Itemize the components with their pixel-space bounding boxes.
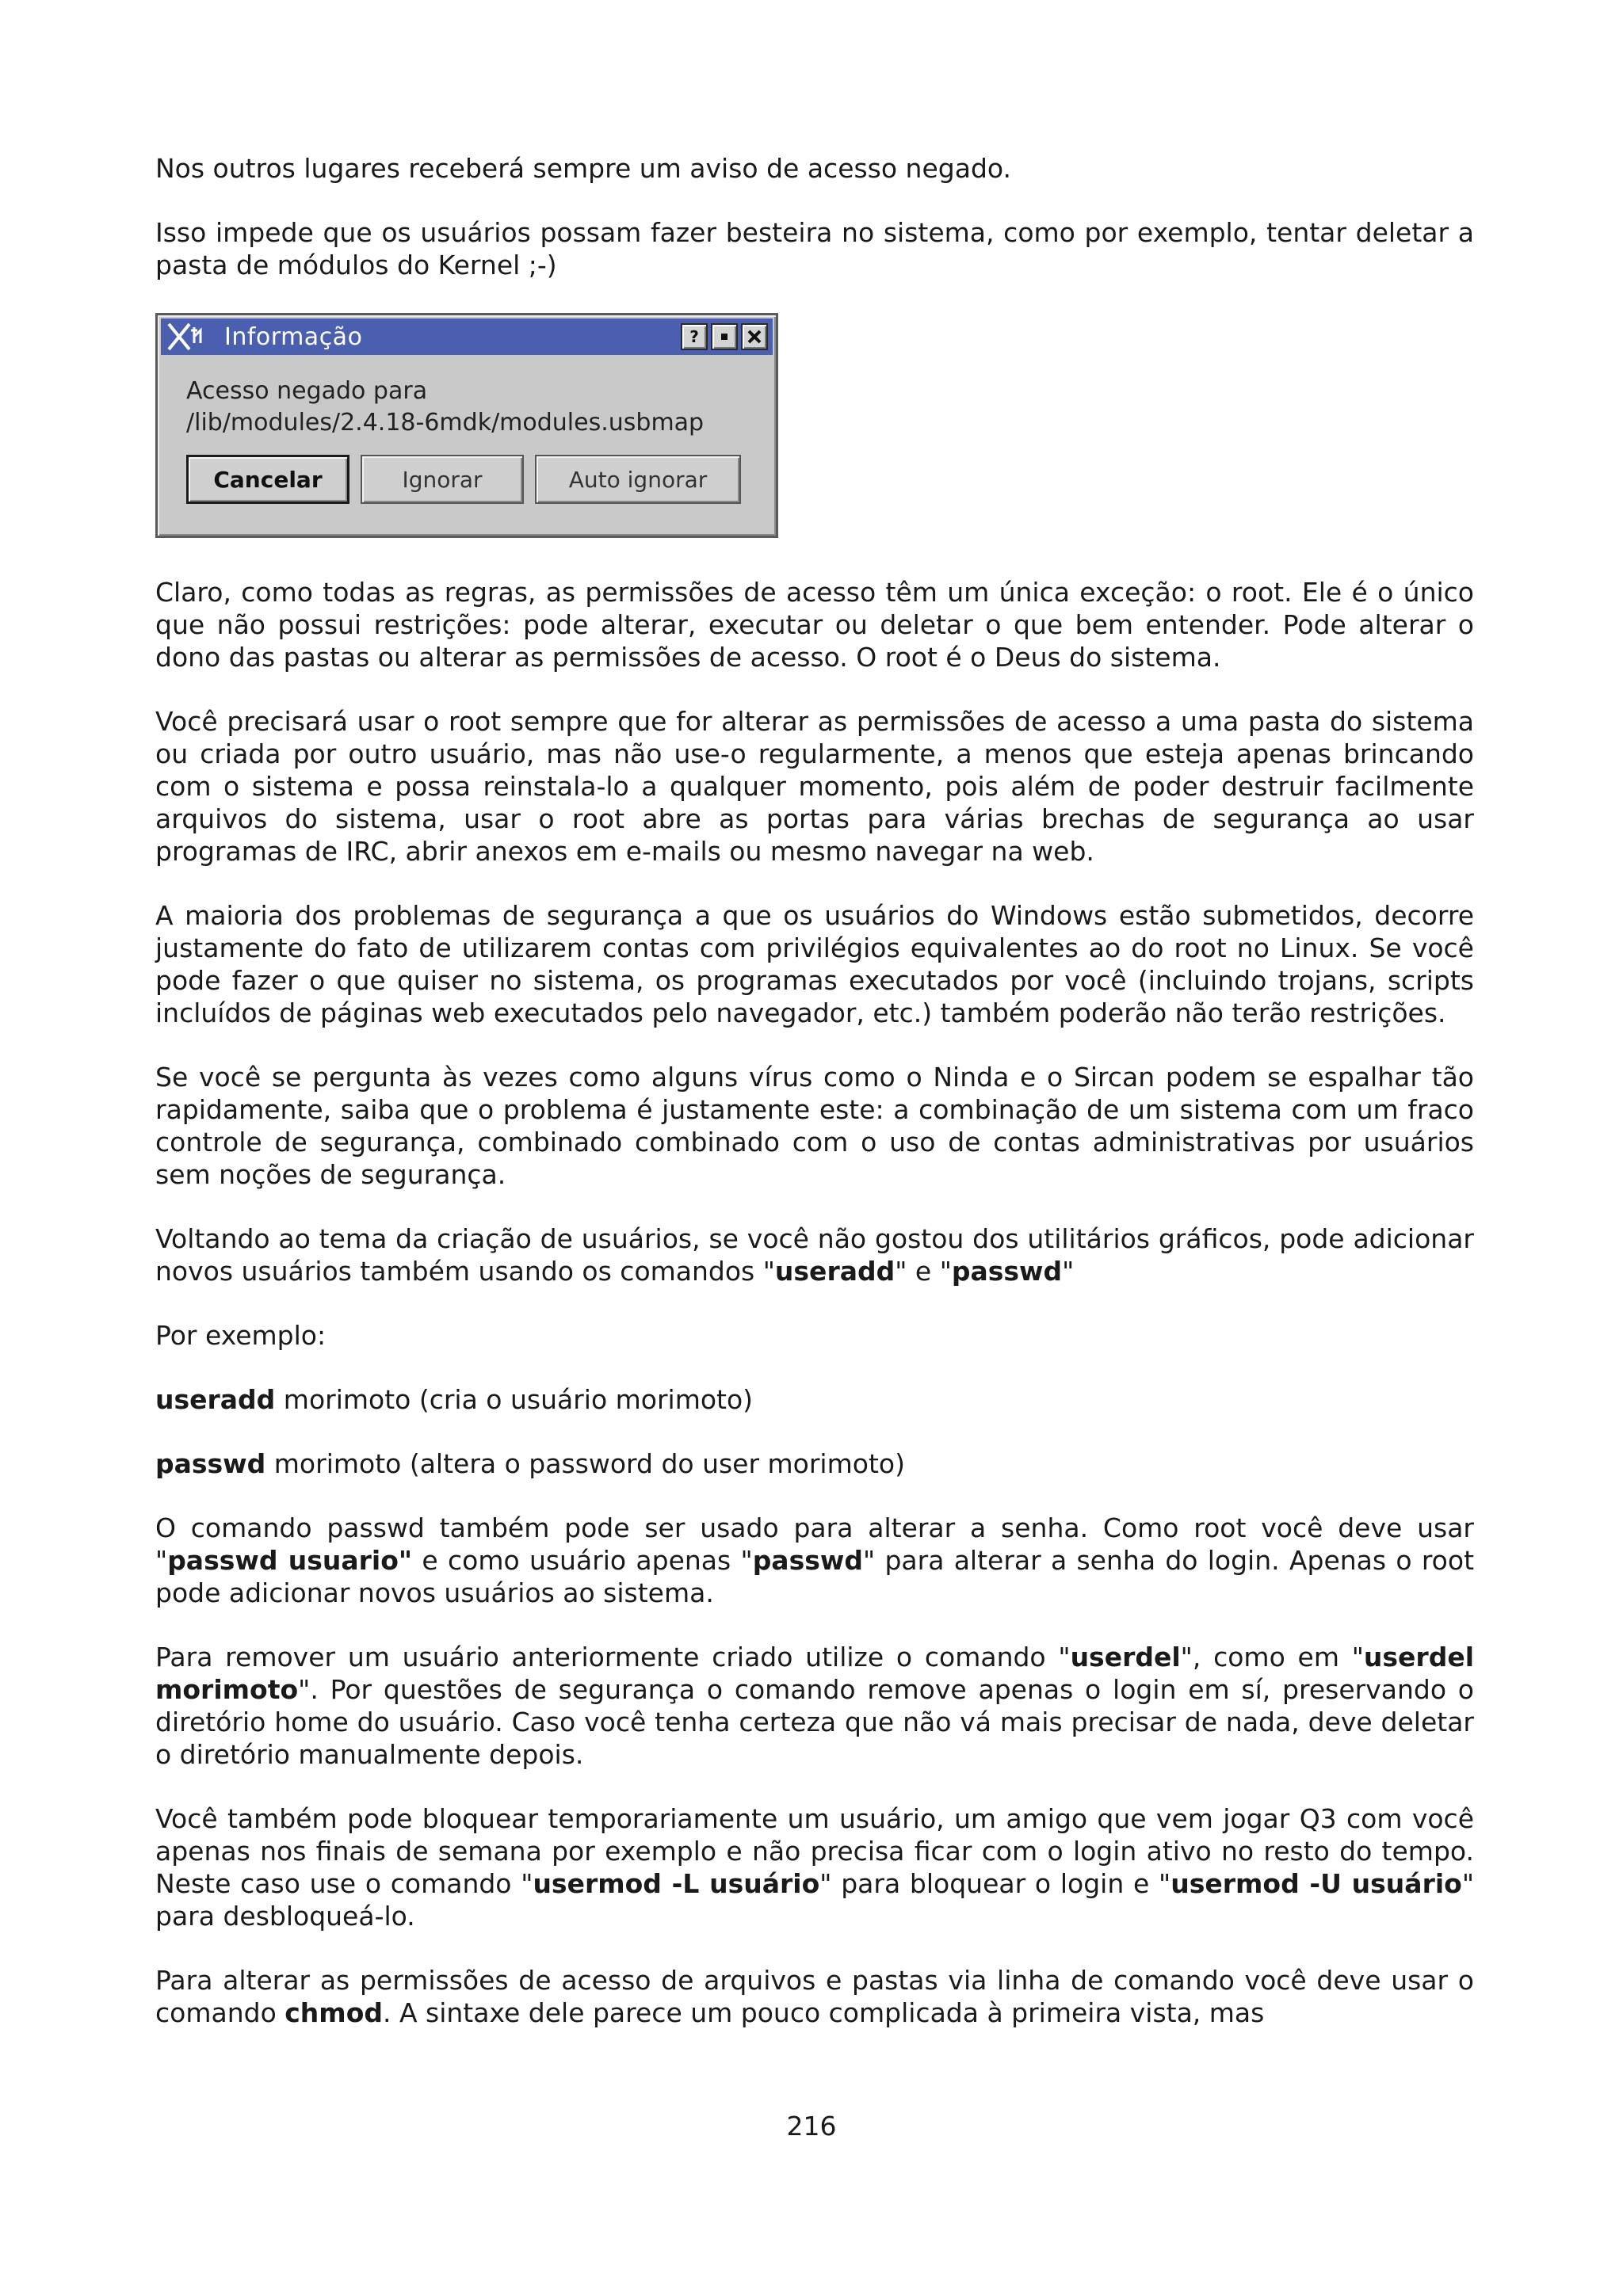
dialog-titlebar[interactable] [161,318,773,355]
chmod-command: chmod [285,1997,383,2028]
info-dialog [155,313,778,538]
paragraph-13-text-e: " para desbloqueá-lo. [155,1868,1475,1932]
useradd-example-text: morimoto (cria o usuário morimoto) [275,1384,754,1415]
paragraph-13 [155,1802,1474,1932]
paragraph-7-text-a: Voltando ao tema da criação de usuários, se você não gostou dos utilitários gráficos, pode adicionar novos usuários também usando os comandos " [155,1223,1474,1287]
ignore-button[interactable]: Ignorar [361,455,524,504]
paragraph-12-text-e: ". Por questões de segurança o comando remove apenas o login em sí, preservando o diretório home do usuário. Caso você tenha certeza que não vá mais precisar de nada, deve deletar o diretório manualmente depois. [155,1674,1474,1770]
page-number: 216 [786,2111,837,2142]
paragraph-11-text-e: " para alterar a senha do login. Apenas o root pode adicionar novos usuários ao sistema. [155,1545,1475,1608]
paragraph-2: Isso impede que os usuários possam fazer besteira no sistema, como por exemplo, tentar deletar a pasta de módulos do Kernel ;-) [155,217,1474,280]
paragraph-4: Você precisará usar o root sempre que for alterar as permissões de acesso a uma pasta do sistema ou criada por outro usuário, mas não use-o regularmente, a menos que esteja apenas brincando com o sistema e possa reinstala-lo a qualquer momento, pois além de poder destruir facilmente arquivos do sistema, usar o root abre as portas para várias brechas de segurança ao usar programas de IRC, abrir anexos em e-mails ou mesmo navegar na web. [155,706,1474,867]
userdel-command: userdel [1070,1642,1181,1672]
useradd-command: useradd [774,1256,896,1287]
paragraph-10 [155,1447,1474,1480]
passwd-usuario-command: passwd usuario" [167,1545,413,1576]
paragraph-14 [155,1964,1474,2029]
paragraph-3: Claro, como todas as regras, as permissões de acesso têm um única exceção: o root. Ele é o único que não possui restrições: pode alterar, executar ou deletar o que bem entender. Pode alterar o dono das pastas ou alterar as permissões de acesso. O root é o Deus do sistema. [155,577,1474,673]
dialog-message-line2: /lib/modules/2.4.18-6mdk/modules.usbmap [186,409,705,437]
passwd-example-command: passwd [155,1448,266,1479]
paragraph-11-text-a: O comando passwd também pode ser usado para alterar a senha. Como root você deve usar " [155,1512,1474,1576]
svg-text:?: ? [689,327,699,346]
document-page [155,152,1474,2061]
paragraph-12-text-c: ", como em " [1180,1642,1364,1672]
useradd-example-command: useradd [155,1384,276,1415]
minimize-icon [715,327,734,346]
passwd-command: passwd [951,1256,1063,1287]
dialog-message [186,376,704,439]
usermod-unlock-command: usermod -U usuário [1170,1868,1462,1899]
cancel-button[interactable]: Cancelar [186,455,349,504]
paragraph-11 [155,1512,1474,1609]
close-button[interactable] [741,323,768,350]
paragraph-6: Se você se pergunta às vezes como alguns vírus como o Ninda e o Sircan podem se espalhar tão rapidamente, saiba que o problema é justamente este: a combinação de um sistema com um fraco controle de segurança, combinado combinado com o uso de contas administrativas por usuários sem noções de segurança. [155,1062,1474,1190]
help-icon [685,327,704,346]
paragraph-7-text-c: " e " [895,1256,952,1287]
dialog-message-line1: Acesso negado para [186,377,428,405]
paragraph-12 [155,1641,1474,1771]
passwd-example-text: morimoto (altera o password do user morimoto) [265,1448,905,1479]
paragraph-8: Por exemplo: [155,1320,327,1351]
close-icon [745,327,764,346]
x-window-logo-icon [166,321,221,353]
paragraph-7 [155,1222,1474,1287]
minimize-button[interactable] [711,323,738,350]
help-button[interactable] [681,323,708,350]
paragraph-7-text-e: " [1062,1256,1075,1287]
usermod-lock-command: usermod -L usuário [533,1868,820,1899]
paragraph-9 [155,1383,1474,1416]
userdel-morimoto-command: userdel morimoto [155,1642,1475,1705]
titlebar-buttons [681,323,768,350]
passwd-command-2: passwd [752,1545,863,1576]
paragraph-14-text-a: Para alterar as permissões de acesso de arquivos e pastas via linha de comando você deve usar o comando [155,1965,1474,2028]
paragraph-12-text-a: Para remover um usuário anteriormente criado utilize o comando " [155,1642,1071,1672]
paragraph-1: Nos outros lugares receberá sempre um aviso de acesso negado. [155,153,1011,184]
dialog-title: Informação [224,322,363,351]
paragraph-11-text-c: e como usuário apenas " [412,1545,753,1576]
paragraph-13-text-a: Você também pode bloquear temporariamente um usuário, um amigo que vem jogar Q3 com você apenas nos finais de semana por exemplo e não precisa ficar com o login ativo no resto do tempo. Neste caso use o comando " [155,1803,1474,1899]
paragraph-14-text-c: . A sintaxe dele parece um pouco complicada à primeira vista, mas [382,1997,1265,2028]
paragraph-5: A maioria dos problemas de segurança a que os usuários do Windows estão submetidos, decorre justamente do fato de utilizarem contas com privilégios equivalentes ao do root no Linux. Se você pode fazer o que quiser no sistema, os programas executados por você (incluindo trojans, scripts incluídos de páginas web executados pelo navegador, etc.) também poderão não terão restrições. [155,900,1474,1028]
paragraph-13-text-c: " para bloquear o login e " [819,1868,1171,1899]
dialog-button-row [186,455,741,504]
auto-ignore-button[interactable]: Auto ignorar [535,455,741,504]
